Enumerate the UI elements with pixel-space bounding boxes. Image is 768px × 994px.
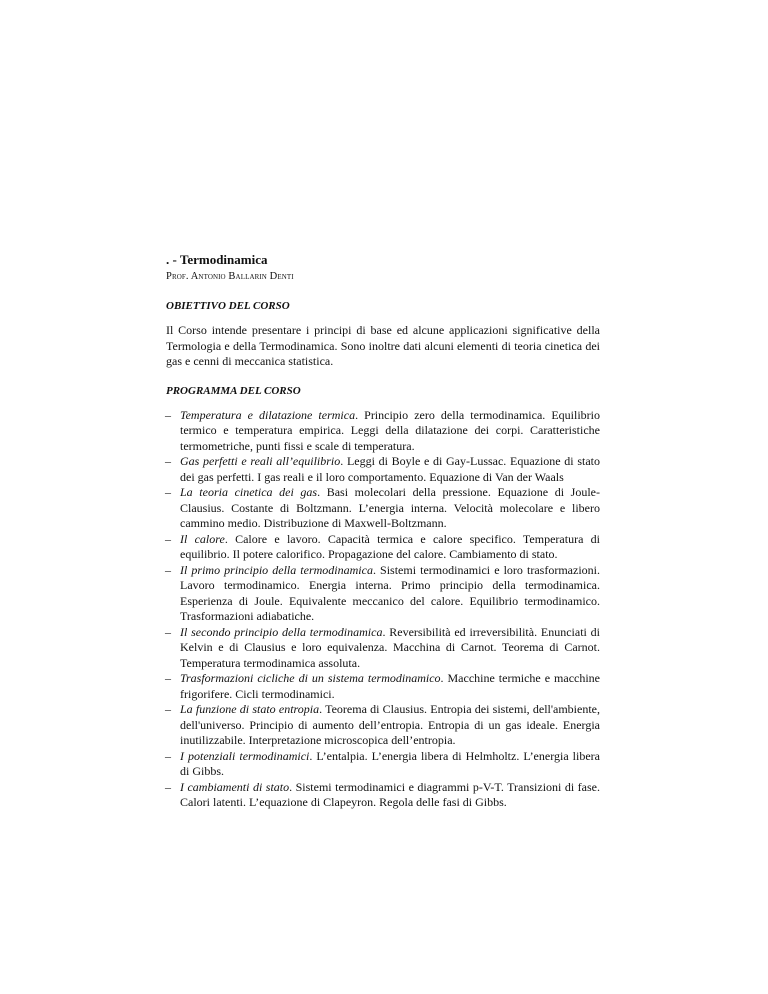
program-item-topic: Il primo principio della termodinamica — [180, 562, 373, 577]
program-item-topic: La teoria cinetica dei gas — [180, 485, 318, 499]
list-dash: – — [165, 454, 171, 468]
program-item-text: . Macchine termiche e macchine frigorifere. Cicli termodinamici. — [180, 671, 601, 701]
program-list — [166, 408, 600, 811]
program-item — [166, 671, 600, 702]
objective-heading: OBIETTIVO DEL CORSO — [166, 300, 290, 312]
program-item-topic: I potenziali termodinamici — [180, 748, 310, 763]
program-item-topic: Il secondo principio della termodinamica — [180, 624, 383, 639]
program-item-topic: Trasformazioni cicliche di un sistema termodinamico — [180, 671, 441, 685]
objective-text: Il Corso intende presentare i principi di base ed alcune applicazioni significative della Termologia e della Termodinamica. Sono inoltre dati alcuni elementi di teoria cinetica dei gas e cenni di meccanica statistica. — [166, 323, 600, 368]
program-item-text: . L’entalpia. L’energia libera di Helmholtz. L’energia libera di Gibbs. — [180, 748, 600, 778]
professor-name: Prof. Antonio Ballarin Denti — [166, 271, 294, 282]
list-dash: – — [165, 562, 171, 577]
program-item — [166, 454, 600, 485]
program-item — [166, 485, 600, 532]
list-dash: – — [165, 407, 171, 422]
program-item-text: . Sistemi termodinamici e diagrammi p-V-T. Transizioni di fase. Calori latenti. L’equazione di Clapeyron. Regola delle fasi di Gibbs. — [180, 779, 600, 809]
course-title: . - Termodinamica — [166, 252, 268, 267]
program-item-text: . Leggi di Boyle e di Gay-Lussac. Equazione di stato dei gas perfetti. I gas reali e il loro comportamento. Equazione di Van der Waals — [180, 454, 600, 484]
program-heading: PROGRAMMA DEL CORSO — [166, 384, 301, 397]
list-dash: – — [165, 671, 171, 685]
program-item-text: . Principio zero della termodinamica. Equilibrio termico e temperatura empirica. Leggi della dilatazione dei corpi. Caratteristiche termometriche, punti fissi e scale di temperatura. — [180, 407, 600, 453]
program-item — [166, 532, 600, 563]
program-item-topic: Temperatura e dilatazione termica — [180, 407, 356, 422]
program-item — [166, 625, 600, 672]
course-description — [166, 252, 600, 811]
program-item-topic: I cambiamenti di stato — [180, 779, 290, 794]
program-item-text: . Reversibilità ed irreversibilità. Enunciati di Kelvin e di Clausius e loro equivalenza. Macchina di Carnot. Teorema di Carnot. Temperatura termodinamica assoluta. — [180, 624, 600, 670]
list-dash: – — [165, 485, 171, 499]
list-dash: – — [165, 748, 171, 763]
program-item-topic: La funzione di stato entropia — [180, 702, 320, 716]
program-item-text: . Calore e lavoro. Capacità termica e calore specifico. Temperatura di equilibrio. Il potere calorifico. Propagazione del calore. Cambiamento di stato. — [180, 531, 600, 561]
program-item — [166, 563, 600, 625]
program-item-text: . Sistemi termodinamici e loro trasformazioni. Lavoro termodinamico. Energia interna. Primo principio della termodinamica. Esperienza di Joule. Equivalente meccanico del calore. Equilibrio termodinamico. Trasformazioni adiabatiche. — [180, 562, 600, 623]
program-item — [166, 702, 600, 749]
program-item-text: . Basi molecolari della pressione. Equazione di Joule-Clausius. Costante di Boltzmann. L’energia interna. Velocità molecolare e libero cammino medio. Distribuzione di Maxwell-Boltzmann. — [180, 485, 600, 530]
program-item-topic: Gas perfetti e reali all’equilibrio — [180, 454, 341, 468]
program-item — [166, 408, 600, 455]
list-dash: – — [165, 624, 171, 639]
program-item — [166, 780, 600, 811]
program-item-text: . Teorema di Clausius. Entropia dei sistemi, dell'ambiente, dell'universo. Principio di aumento dell’entropia. Entropia di un gas ideale. Energia inutilizzabile. Interpretazione microscopica dell’entropia. — [180, 702, 601, 747]
program-item — [166, 749, 600, 780]
list-dash: – — [165, 779, 171, 794]
program-item-topic: Il calore — [180, 531, 225, 546]
list-dash: – — [165, 531, 171, 546]
list-dash: – — [165, 702, 171, 716]
